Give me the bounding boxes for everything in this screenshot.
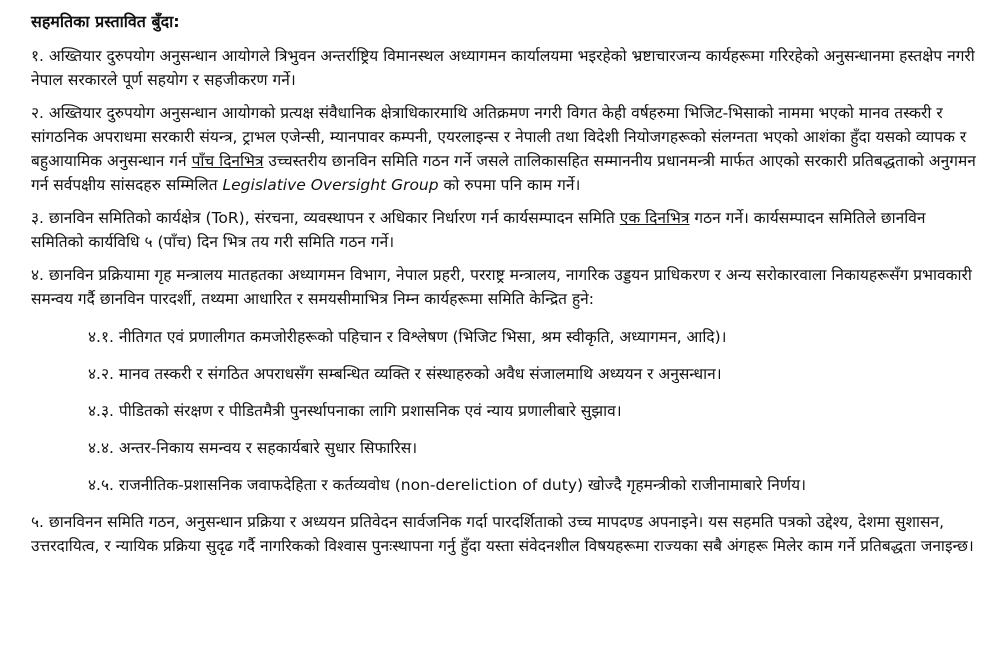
sub-point-4-2: ४.२. मानव तस्करी र संगठित अपराधसँग सम्बन्धित व्यक्ति र संस्थाहरुको अवैध संजालमाथि अध्ययन र अनुसन्धान। — [88, 365, 722, 383]
point-5: ५. छानविनन समिति गठन, अनुसन्धान प्रक्रिया र अध्ययन प्रतिवेदन सार्वजनिक गर्दा पारदर्शिताको उच्च मापदण्ड अपनाइने। यस सहमति पत्रको उद्देश्य, देशमा सुशासन, उत्तरदायित्व, र न्यायिक प्रक्रिया सुदृढ गर्दै नागरिकको विश्वास पुनःस्थापना गर्नु हुँदा यस्ता संवेदनशील विषयहरूमा राज्यका सबै अंगहरू मिलेर काम गर्ने प्रतिबद्धता जनाइन्छ। — [31, 513, 974, 555]
point-3-underlined-deadline: एक दिनभित्र — [619, 209, 690, 227]
point-2-text-a: २. अख्तियार दुरुपयोग अनुसन्धान आयोगको प्रत्यक्ष संवैधानिक क्षेत्राधिकारमाथि अतिक्रमण नगरी विगत केही वर्षहरुमा भिजिट-भिसाको नाममा भएको मानव तस्करी र सांगठनिक अपराधमा सरकारी संयन्त्र, ट्राभल एजेन्सी, म्यानपावर कम्पनी, एयरलाइन्स र नेपाली तथा विदेशी नियोजगहरूको संलग्नता भएको आशंका हुँदा यसको व्यापक र बहुआयामिक अनुसन्धान गर्न — [31, 104, 967, 170]
point-2-text-c: को रुपमा पनि काम गर्ने। — [438, 176, 581, 194]
sub-point-4-5: ४.५. राजनीतिक-प्रशासनिक जवाफदेहिता र कर्तव्यवोध (non-dereliction of duty) खोज्दै गृहमन्त्रीको राजीनामाबारे निर्णय। — [88, 476, 806, 494]
point-3-text-a: ३. छानविन समितिको कार्यक्षेत्र (ToR), संरचना, व्यवस्थापन र अधिकार निर्धारण गर्न कार्यसम्पादन समिति — [31, 209, 620, 227]
point-3-text-b: गठन गर्ने। कार्यसम्पादन समितिले छानविन समितिको कार्यविधि ५ (पाँच) दिन भित्र तय गरी समिति गठन गर्ने। — [31, 209, 926, 251]
document-heading: सहमतिका प्रस्तावित बुँदा: — [31, 12, 180, 31]
sub-point-4-1: ४.१. नीतिगत एवं प्रणालीगत कमजोरीहरूको पहिचान र विश्लेषण (भिजिट भिसा, श्रम स्वीकृति, अध्यागमन, आदि)। — [88, 328, 727, 346]
sub-point-4-3: ४.३. पीडितको संरक्षण र पीडितमैत्री पुनर्स्थापनाका लागि प्रशासनिक एवं न्याय प्रणालीबारे सुझाव। — [88, 402, 622, 420]
point-1: १. अख्तियार दुरुपयोग अनुसन्धान आयोगले त्रिभुवन अन्तर्राष्ट्रिय विमानस्थल अध्यागमन कार्यालयमा भइरहेको भ्रष्टाचारजन्य कार्यहरूमा गरिरहेको अनुसन्धानमा हस्तक्षेप नगरी नेपाल सरकारले पूर्ण सहयोग र सहजीकरण गर्ने। — [31, 47, 975, 89]
point-2-italic-term: Legislative Oversight Group — [222, 176, 439, 194]
point-2-underlined-deadline: पाँच दिनभित्र — [191, 152, 264, 170]
point-3 — [31, 206, 982, 254]
point-4: ४. छानविन प्रक्रियामा गृह मन्त्रालय मातहतका अध्यागमन विभाग, नेपाल प्रहरी, परराष्ट्र मन्त्रालय, नागरिक उड्डयन प्राधिकरण र अन्य सरोकारवाला निकायहरूसँग प्रभावकारी समन्वय गर्दै छानविन पारदर्शी, तथ्यमा आधारित र समयसीमाभित्र निम्न कार्यहरूमा समिति केन्द्रित हुने: — [31, 266, 972, 308]
sub-point-4-4: ४.४. अन्तर-निकाय समन्वय र सहकार्यबारे सुधार सिफारिस। — [88, 439, 418, 457]
point-2-text-b: उच्चस्तरीय छानविन समिति गठन गर्ने जसले तालिकासहित सम्माननीय प्रधानमन्त्री मार्फत आएको सरकारी प्रतिबद्धताको अनुगमन गर्न सर्वपक्षीय सांसदहरु सम्मिलित — [31, 152, 976, 194]
point-2 — [31, 101, 982, 197]
